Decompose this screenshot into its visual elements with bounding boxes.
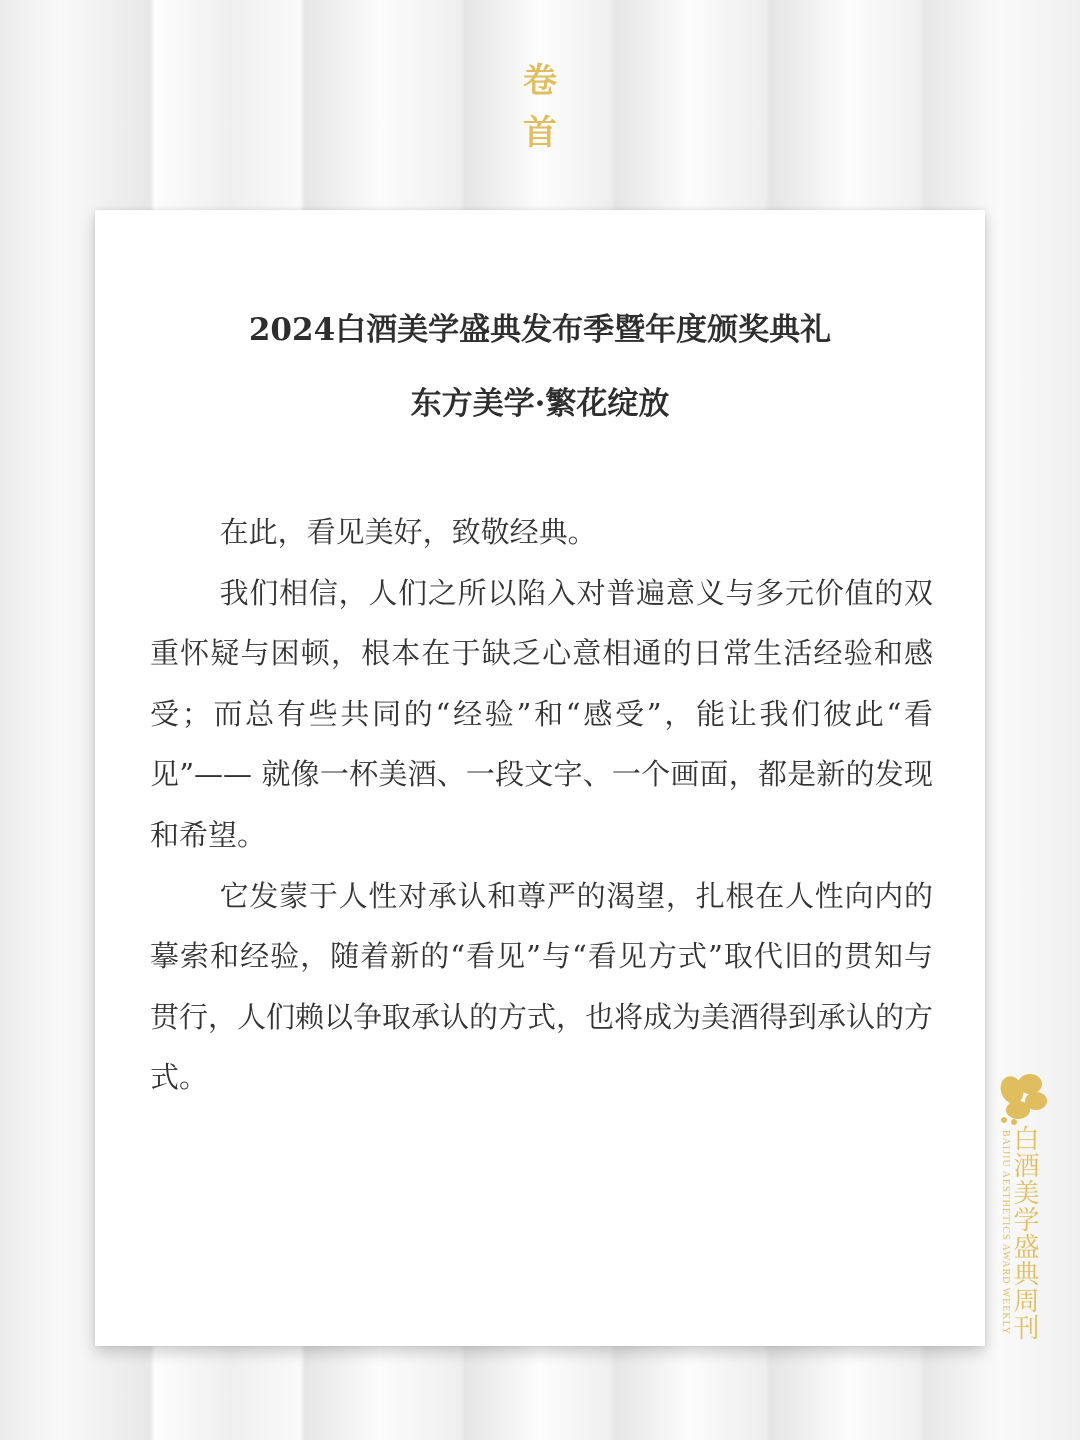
article-body [150, 502, 933, 1108]
paragraph: 我们相信，人们之所以陷入对普遍意义与多元价值的双重怀疑与困顿，根本在于缺乏心意相通的日常生活经验和感受；而总有些共同的“经验”和“感受”，能让我们彼此“看见”—— 就像一杯美酒、一段文字、一个画面，都是新的发现和希望。 [150, 575, 933, 852]
logo-subtitle: BAIJIU AESTHETICS AWARD WEEKLY [1000, 1130, 1011, 1335]
paragraph: 它发蒙于人性对承认和尊严的渴望，扎根在人性向内的摹索和经验，随着新的“看见”与“看见方式”取代旧的贯知与贯行，人们赖以争取承认的方式，也将成为美酒得到承认的方式。 [150, 878, 934, 1095]
section-title [0, 55, 1080, 159]
heading-line-2: 东方美学·繁花绽放 [410, 386, 670, 422]
section-title-char: 首 [523, 113, 557, 153]
logo-name: 白酒美学盛典周刊 [1009, 1125, 1039, 1341]
section-title-char: 卷 [523, 61, 557, 101]
article-heading [95, 293, 985, 441]
heading-line-1: 2024白酒美学盛典发布季暨年度颁奖典礼 [248, 312, 832, 348]
paragraph: 在此，看见美好，致敬经典。 [219, 515, 597, 549]
content-card [95, 210, 985, 1346]
